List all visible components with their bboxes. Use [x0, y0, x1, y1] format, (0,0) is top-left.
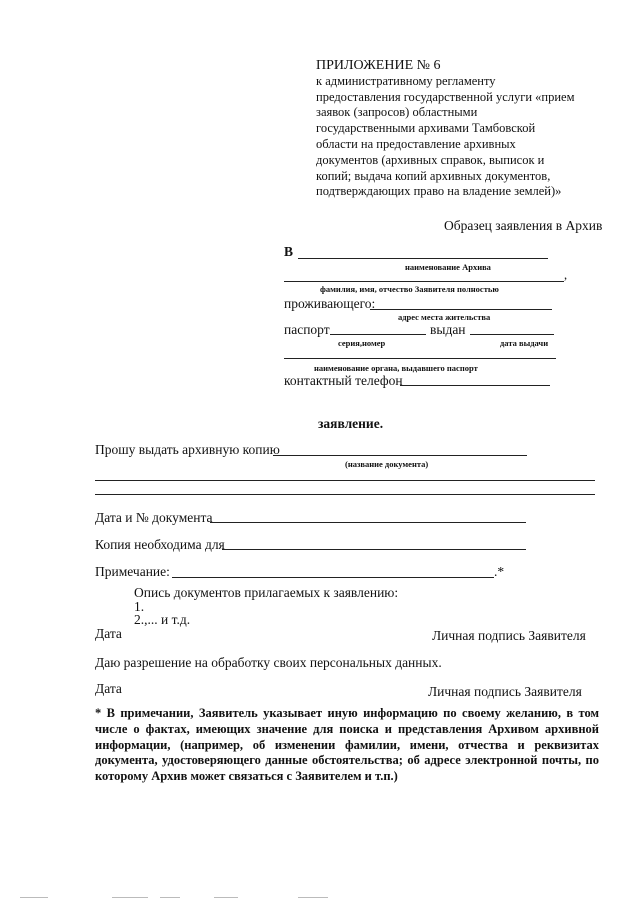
scan-artifact — [298, 897, 328, 898]
note-line — [172, 577, 494, 578]
phone-label: контактный телефон — [284, 373, 403, 388]
sample-title: Образец заявления в Архив — [444, 218, 603, 233]
organ-caption: наименование органа, выдавшего паспорт — [314, 363, 478, 373]
appendix-line: области на предоставление архивных — [316, 136, 516, 151]
archive-line — [298, 258, 548, 259]
residing-label: проживающего: — [284, 296, 376, 311]
doc-name-line-2 — [95, 480, 595, 481]
passport-number-line — [330, 334, 426, 335]
appendix-line: заявок (запросов) областными — [316, 105, 478, 120]
series-caption: серия,номер — [338, 338, 386, 348]
phone-line — [400, 385, 550, 386]
scan-artifact — [214, 897, 238, 898]
inventory-item: 2.,... и т.д. — [134, 612, 191, 627]
appendix-line: копий; выдача копий архивных документов, — [316, 168, 551, 183]
address-line — [370, 309, 552, 310]
organ-line — [284, 358, 556, 359]
date-label: Дата — [95, 681, 122, 696]
fio-comma: , — [564, 268, 568, 282]
signature-label: Личная подпись Заявителя — [432, 628, 586, 643]
appendix-line: к административному регламенту — [316, 73, 496, 88]
fio-caption: фамилия, имя, отчество Заявителя полностью — [320, 284, 499, 294]
signature-label: Личная подпись Заявителя — [428, 684, 582, 699]
statement-title: заявление. — [318, 416, 384, 431]
appendix-line: государственными архивами Тамбовской — [316, 121, 536, 136]
date-number-line — [210, 522, 526, 523]
appendix-line: предоставления государственной услуги «прием — [316, 89, 575, 104]
scan-artifact — [160, 897, 180, 898]
appendix-title: ПРИЛОЖЕНИЕ № 6 — [316, 58, 441, 73]
request-label: Прошу выдать архивную копию — [95, 442, 280, 457]
note-marker: .* — [494, 564, 505, 579]
date-number-label: Дата и № документа — [95, 510, 213, 525]
inventory-item: 1. — [134, 599, 145, 614]
issued-label: выдан — [430, 322, 466, 337]
fio-line — [284, 281, 564, 282]
to-label: В — [284, 244, 294, 259]
consent-text: Даю разрешение на обработку своих персональных данных. — [95, 655, 442, 670]
appendix-line: документов (архивных справок, выписок и — [316, 152, 545, 167]
scan-artifact — [112, 897, 148, 898]
date-label: Дата — [95, 626, 122, 641]
scan-artifact — [20, 897, 48, 898]
issue-date-caption: дата выдачи — [500, 338, 549, 348]
address-caption: адрес места жительства — [398, 312, 491, 322]
footnote: * В примечании, Заявитель указывает иную информацию по своему желанию, в том числе о фактах, имеющих значение для поиска и представления Архивом архивной информации, (например, об изменении фамилии, имени, отчества и реквизитах документа, удостоверяющего данные обстоятельства; об адресе электронной почты, по которому Архив может связаться с Заявителем и т.п.) — [95, 706, 599, 784]
archive-caption: наименование Архива — [405, 262, 491, 272]
doc-name-line-3 — [95, 494, 595, 495]
appendix-line: подтверждающих право на владение землей)» — [316, 184, 562, 199]
appendix-header — [316, 58, 606, 200]
purpose-line — [222, 549, 526, 550]
issue-date-line — [470, 334, 554, 335]
inventory-title: Опись документов прилагаемых к заявлению: — [134, 585, 399, 600]
doc-name-line — [273, 455, 527, 456]
purpose-label: Копия необходима для — [95, 537, 225, 552]
doc-name-caption: (название документа) — [345, 459, 429, 469]
note-label: Примечание: — [95, 564, 170, 579]
passport-label: паспорт — [284, 322, 330, 337]
